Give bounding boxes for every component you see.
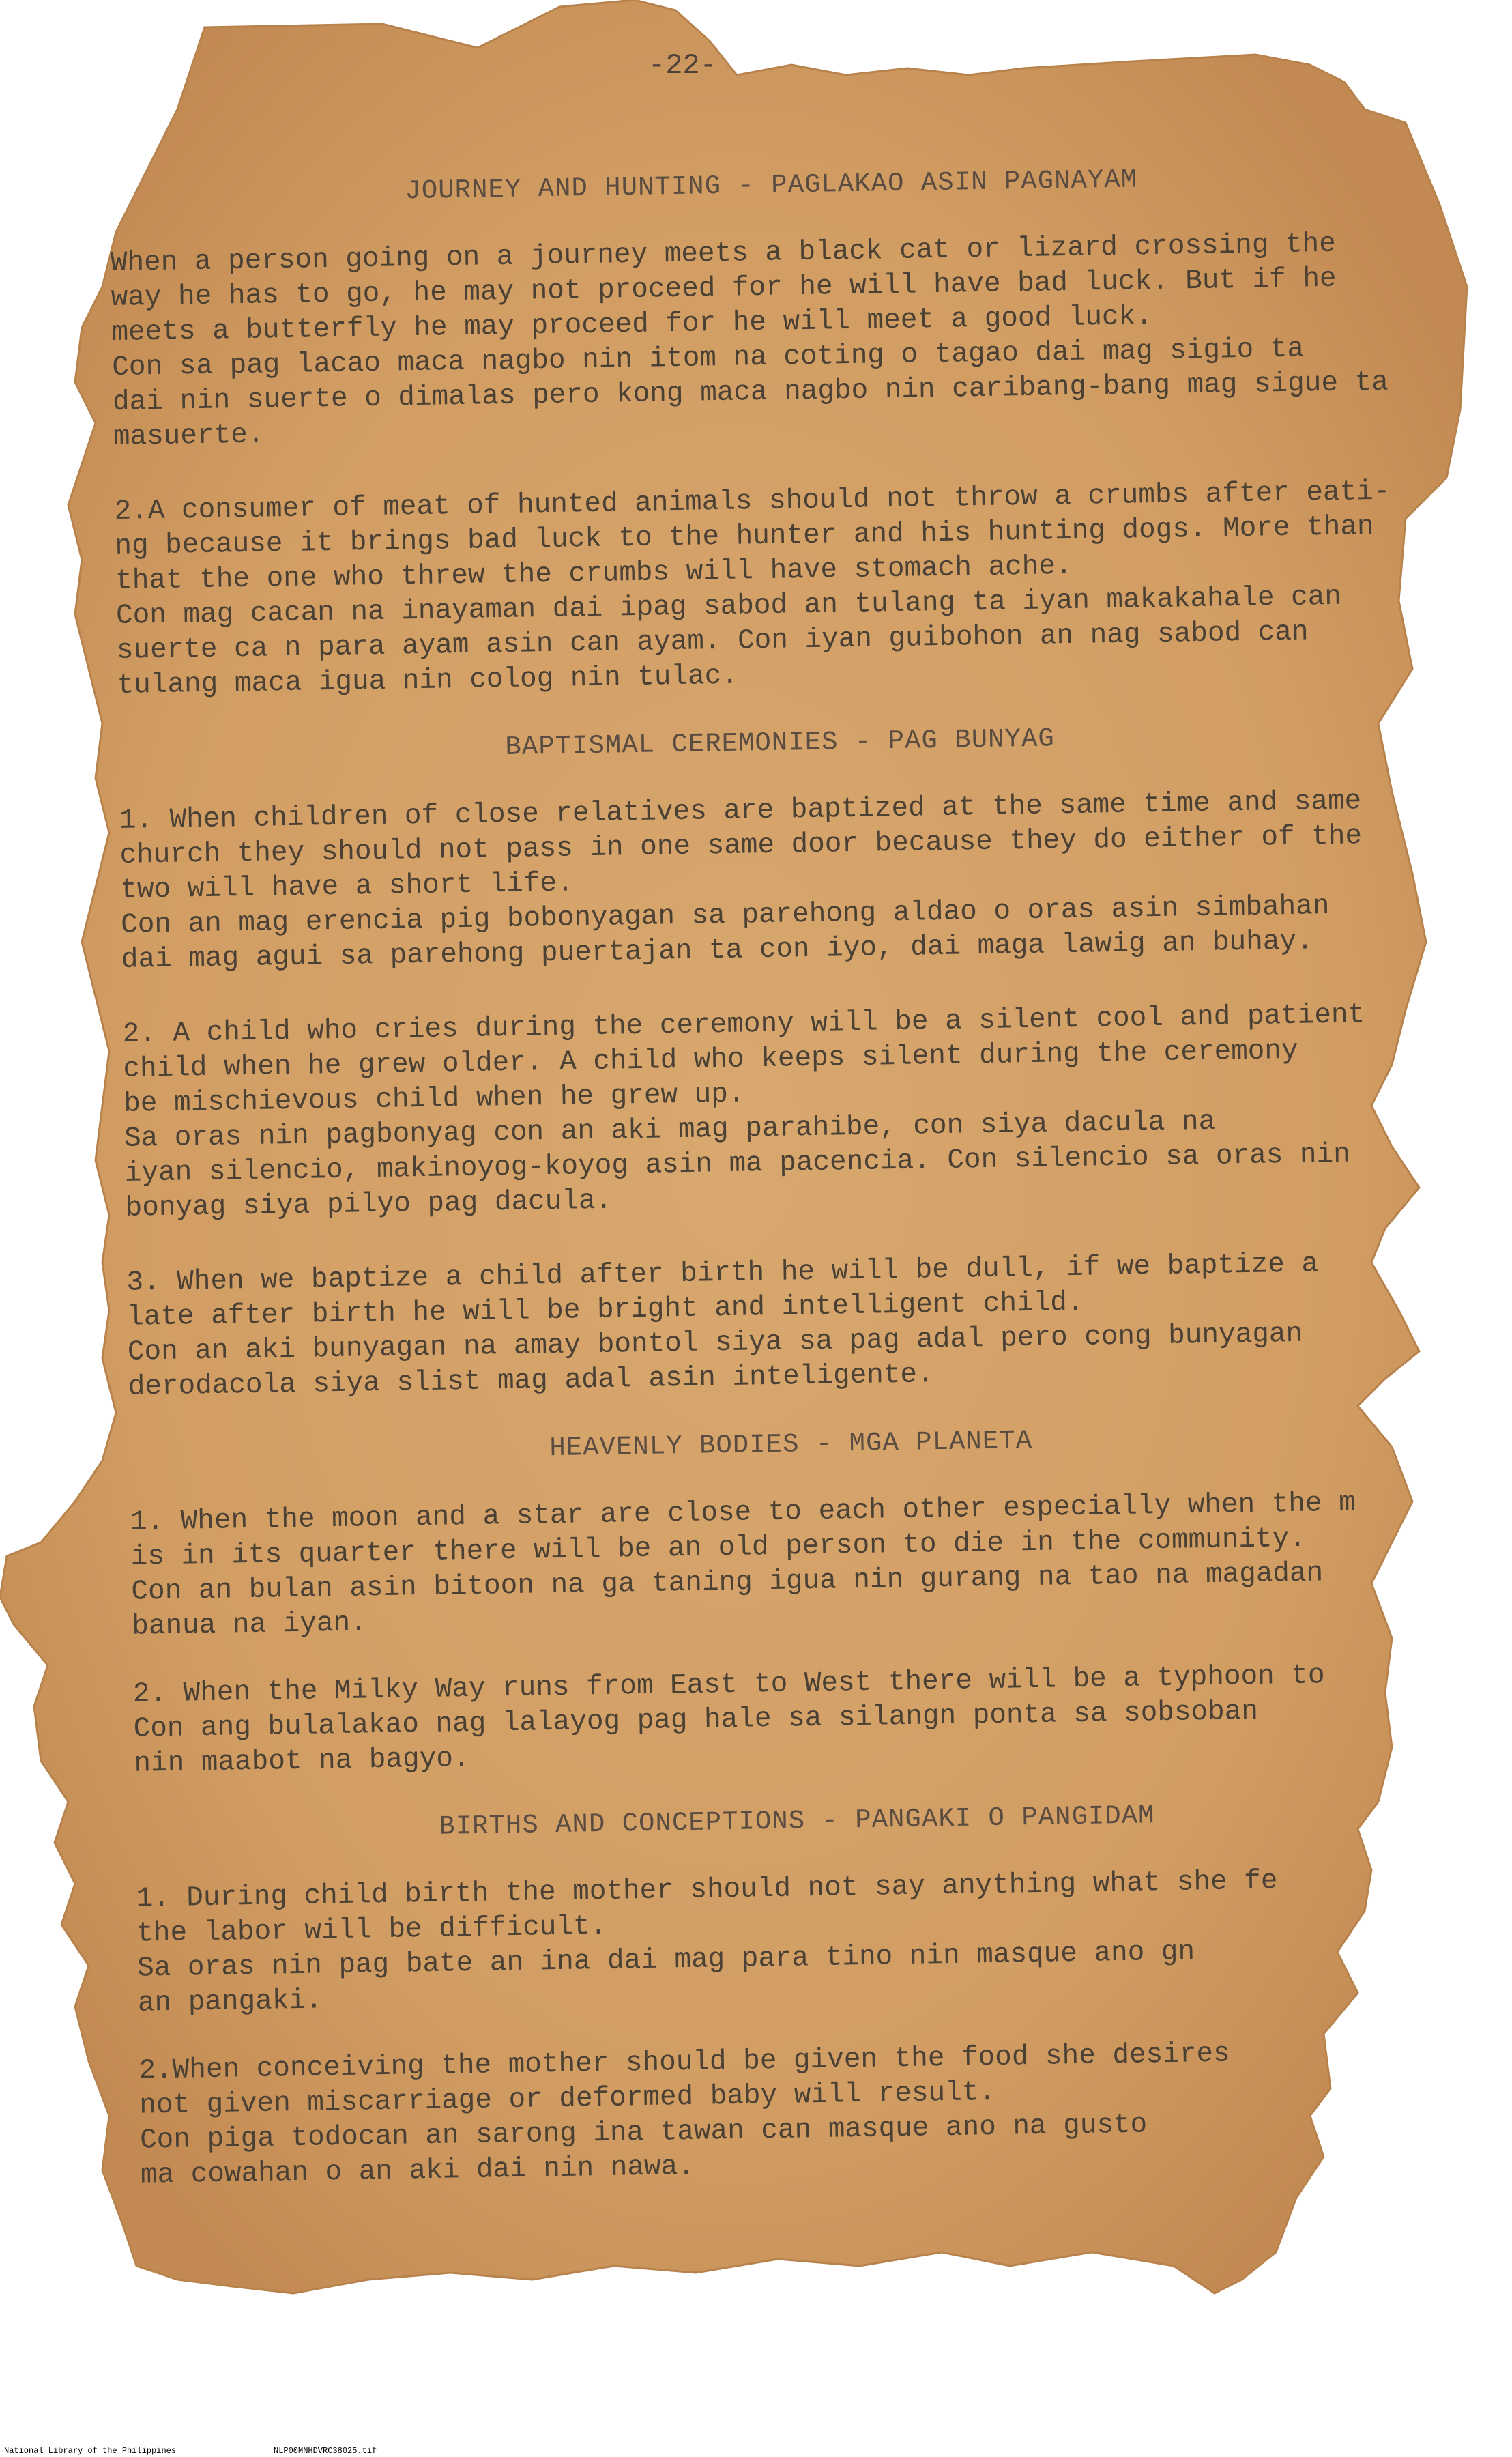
paragraph-heavenly-1: 1. When the moon and a star are close to each other especially when the m is in its quarter there will be an old person to die in the community. Con an bulan asin bitoon na ga taning igua nin gurang na tao na magadan banua na iyan. — [130, 1487, 1356, 1643]
section-heading-heavenly: HEAVENLY BODIES - MGA PLANETA — [549, 1425, 1033, 1464]
paragraph-baptismal-3: 3. When we baptize a child after birth he will be dull, if we baptize a late after birth he will be bright and intelligent child. Con an aki bunyagan na amay bontol siya sa pag adal pero cong bunyagan derodacola siya slist mag adal asin inteligente. — [126, 1248, 1319, 1403]
paragraph-journey-2: 2.A consumer of meat of hunted animals should not throw a crumbs after eati- ng because it brings bad luck to the hunter and his hunting dogs. More than that the one who threw the crumbs will have stomach ache. Con mag cacan na inayaman dai ipag sabod an tulang ta iyan makakahale can suerte ca n para ayam asin can ayam. Con iyan guibohon an nag sabod can tulang maca igua nin colog nin tulac. — [114, 476, 1391, 702]
paragraph-journey-1: When a person going on a journey meets a black cat or lizard crossing the way he has to go, he may not proceed for he will have bad luck. But if he meets a butterfly he may proceed for he will meet a good luck. Con sa pag lacao maca nagbo nin itom na coting o tagao dai mag sigio ta dai nin suerte o dimalas pero kong maca nagbo nin caribang-bang mag sigue ta masuerte. — [110, 228, 1389, 453]
paragraph-births-2: 2.When conceiving the mother should be given the food she desires not given miscarriage or deformed baby will result. Con piga todocan an sarong ina tawan can masque ano na gusto ma cowahan o an aki dai nin nawa. — [139, 2038, 1230, 2192]
section-heading-journey: JOURNEY AND HUNTING - PAGLAKAO ASIN PAGNAYAM — [405, 164, 1138, 207]
paragraph-baptismal-1: 1. When children of close relatives are baptized at the same time and same church they should not pass in one same door because they do either of the two will have a short life. Con an mag erencia pig bobonyagan sa parehong aldao o oras asin simbahan dai mag agui sa parehong puertajan ta con iyo, dai maga lawig an buhay. — [119, 786, 1363, 976]
paragraph-heavenly-2: 2. When the Milky Way runs from East to West there will be a typhoon to Con ang bulalakao nag lalayog pag hale sa silangn ponta sa sobsoban nin maabot na bagyo. — [132, 1660, 1325, 1780]
section-heading-baptismal: BAPTISMAL CEREMONIES - PAG BUNYAG — [505, 723, 1056, 762]
footer-filename: NLP00MNHDVRC38025.tif — [274, 2446, 377, 2456]
scan-footer — [4, 2446, 1508, 2457]
paragraph-baptismal-2: 2. A child who cries during the ceremony will be a silent cool and patient child when he grew older. A child who keeps silent during the ceremony be mischievous child when he grew up. Sa oras nin pagbonyag con an aki mag parahibe, con siya dacula na iyan silencio, makinoyog-koyog asin ma pacencia. Con silencio sa oras nin bonyag siya pilyo pag dacula. — [122, 999, 1365, 1224]
footer-library-label: National Library of the Philippines — [4, 2446, 177, 2456]
paragraph-births-1: 1. During child birth the mother should not say anything what she fe the labor will be difficult. Sa oras nin pag bate an ina dai mag para tino nin masque ano gn an pangaki. — [136, 1865, 1278, 2020]
page-number: -22- — [648, 49, 717, 82]
section-heading-births: BIRTHS AND CONCEPTIONS - PANGAKI O PANGIDAM — [438, 1800, 1155, 1842]
document-body — [109, 158, 1437, 2193]
